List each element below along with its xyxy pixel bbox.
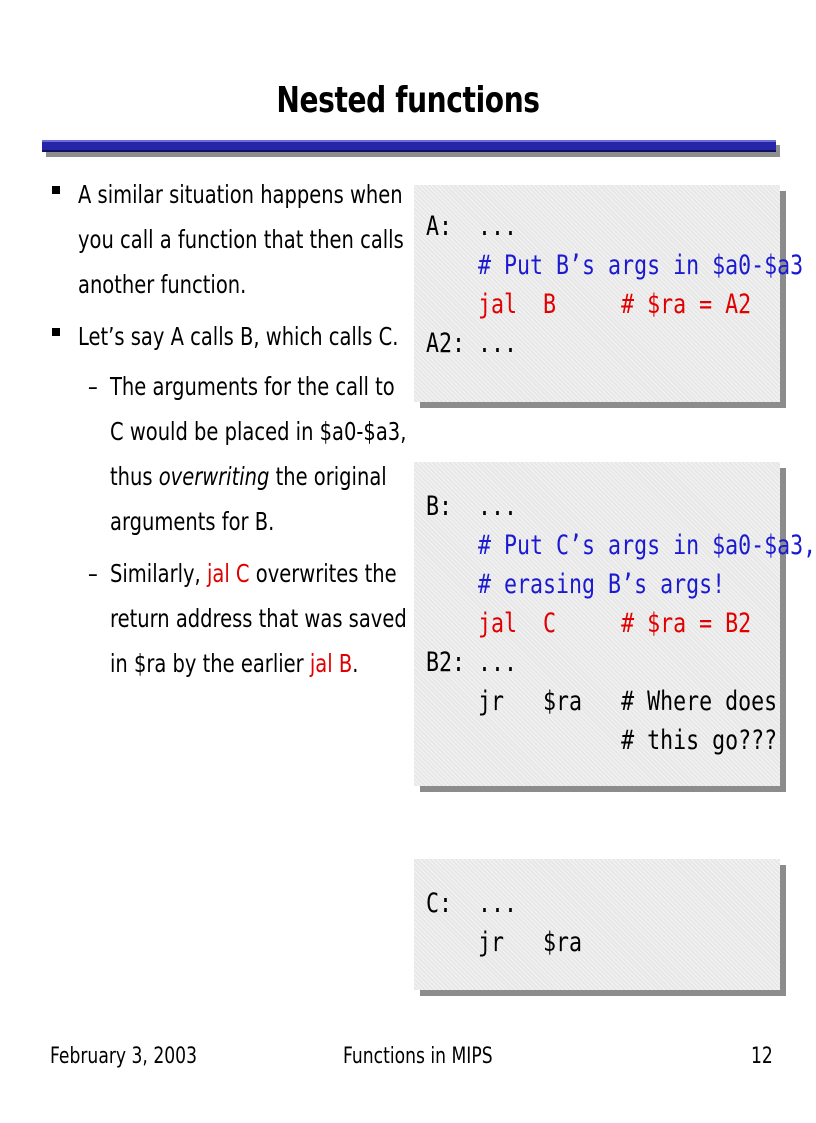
code-line: B: ... [426, 491, 518, 522]
code-line: B2: ... [426, 647, 518, 678]
sub-bullet-2-line-2: return address that was saved [110, 604, 407, 633]
code-comment-line: # erasing B’s args! [426, 569, 726, 600]
bullet-2-line-1: Let’s say A calls B, which calls C. [78, 322, 399, 351]
highlight-jal-b: jal B [309, 649, 353, 678]
text-span: the original [269, 462, 387, 491]
title-rule [42, 140, 776, 152]
code-box-b [414, 462, 816, 786]
code-line: A2: ... [426, 328, 518, 359]
bullet-marker [52, 186, 60, 194]
sub-bullet-1-line-1: The arguments for the call to [110, 372, 395, 401]
text-span: . [352, 649, 359, 678]
text-span: in $ra by the earlier [110, 649, 310, 678]
sub-bullet-dash: – [88, 372, 98, 401]
sub-bullet-1-line-3 [110, 454, 387, 499]
bullet-1-line-3: another function. [78, 270, 247, 299]
text-span: overwrites the [249, 559, 397, 588]
code-comment-line: # Put C’s args in $a0-$a3, [426, 530, 816, 561]
highlight-jal-c: jal C [206, 559, 250, 588]
code-box-c [414, 859, 780, 990]
code-comment-line: # Put B’s args in $a0-$a3 [426, 250, 804, 281]
bullet-1-line-2: you call a function that then calls [78, 225, 404, 254]
sub-bullet-dash: – [88, 559, 98, 588]
emphasis-text: overwriting [158, 462, 270, 491]
code-line: C: ... [426, 888, 518, 919]
code-line: jr $ra # Where does [426, 686, 778, 717]
text-span: Similarly, [110, 559, 207, 588]
text-span: thus [110, 462, 159, 491]
sub-bullet-1-line-4: arguments for B. [110, 507, 275, 536]
footer-date: February 3, 2003 [50, 1044, 197, 1069]
code-line: # this go??? [426, 725, 778, 756]
code-box-a [414, 185, 804, 402]
bullet-1-line-1: A similar situation happens when [78, 180, 403, 209]
code-line: jr $ra [426, 927, 583, 958]
footer-topic: Functions in MIPS [343, 1044, 493, 1069]
bullet-marker [52, 328, 60, 336]
code-line: A: ... [426, 211, 518, 242]
code-jal-line: jal C # $ra = B2 [426, 608, 752, 639]
sub-bullet-2-line-3 [110, 641, 358, 686]
slide-title: Nested functions [276, 80, 540, 121]
page-number: 12 [751, 1044, 773, 1069]
sub-bullet-2-line-1 [110, 551, 397, 596]
code-jal-line: jal B # $ra = A2 [426, 289, 752, 320]
sub-bullet-1-line-2: C would be placed in $a0-$a3, [110, 417, 407, 446]
